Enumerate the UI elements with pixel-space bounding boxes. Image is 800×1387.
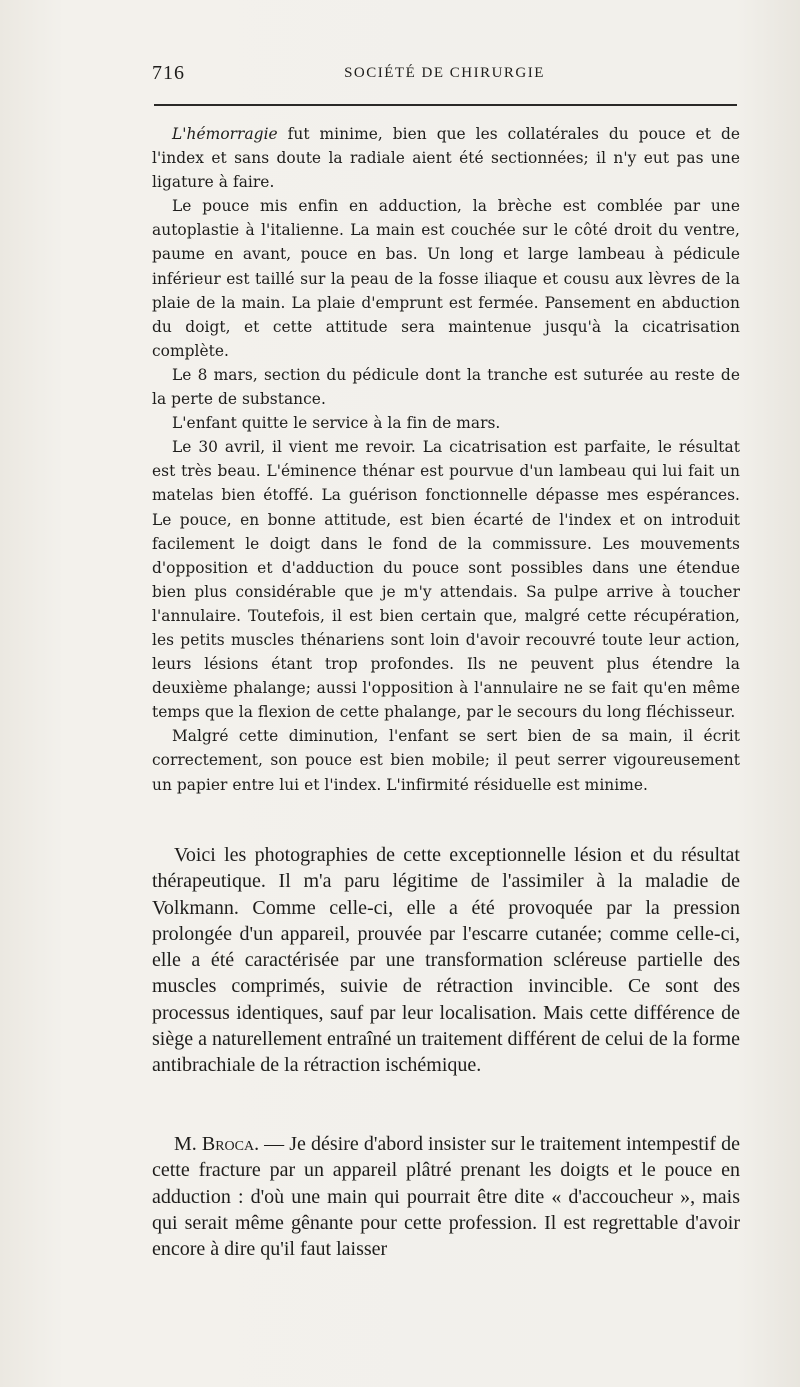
- case-report-text: [152, 122, 740, 797]
- paragraph-photographs: Voici les photographies de cette exceptionnelle lésion et du résultat thérapeutique. Il m'a paru légitime de l'assimiler à la maladie de Volkmann. Comme celle-ci, elle a été provoquée par la pression prolongée d'un appareil, prouvée par l'escarre cutanée; comme celle-ci, elle a été caractérisée par une transformation scléreuse partielle des muscles comprimés, suivie de rétraction invincible. Ce sont des processus identiques, sauf par leur localisation. Mais cette différence de siège a naturellement entraîné un traitement différent de celui de la forme antibrachiale de la rétraction ischémique.: [152, 844, 740, 1077]
- paragraph-autoplasty: Le pouce mis enfin en adduction, la brèche est comblée par une autoplastie à l'italienne. La main est couchée sur le côté droit du ventre, paume en avant, pouce en bas. Un long et large lambeau à pédicule inférieur est taillé sur la peau de la fosse iliaque et cousu aux lèvres de la plaie de la main. La plaie d'emprunt est fermée. Pansement en abduction du doigt, et cette attitude sera maintenue jusqu'à la cicatrisation complète.: [152, 197, 740, 360]
- paragraph-broca: M. Broca. — Je désire d'abord insister sur le traitement intempestif de cette fracture par un appareil plâtré prenant les doigts et le pouce en adduction : d'où une main qui pourrait être dite « d'accoucheur », mais qui serait même gênante pour cette profession. Il est regrettable d'avoir encore à dire qu'il faut laisser: [152, 1133, 740, 1261]
- commentary-paragraph: [152, 842, 740, 1079]
- paragraph-march-8: Le 8 mars, section du pédicule dont la tranche est suturée au reste de la perte de substance.: [152, 365, 740, 409]
- discussion-paragraph: [152, 1131, 740, 1262]
- header-rule: [154, 104, 737, 106]
- page-number: 716: [152, 62, 185, 84]
- running-head: SOCIÉTÉ DE CHIRURGIE: [344, 65, 545, 81]
- paragraph-discharge: L'enfant quitte le service à la fin de mars.: [172, 414, 501, 433]
- page-header: [152, 62, 737, 92]
- paragraph-lead-italic: L'hémorragie: [172, 125, 278, 143]
- paragraph-april-30: Le 30 avril, il vient me revoir. La cicatrisation est parfaite, le résultat est très beau. L'éminence thénar est pourvue d'un lambeau qui lui fait un matelas bien étoffé. La guérison fonctionnelle dépasse mes espérances. Le pouce, en bonne attitude, est bien écarté de l'index et on introduit facilement le doigt dans le fond de la commissure. Les mouvements d'opposition et d'adduction du pouce sont possibles dans une étendue bien plus considérable que je m'y attendais. Sa pulpe arrive à toucher l'annulaire. Toutefois, il est bien certain que, malgré cette récupération, les petits muscles thénariens sont loin d'avoir recouvré toute leur action, leurs lésions étant trop profondes. Ils ne peuvent plus étendre la deuxième phalange; aussi l'opposition à l'annulaire ne se fait qu'en même temps que la flexion de cette phalange, par le secours du long fléchisseur.: [152, 438, 740, 722]
- speaker-name: M. Broca.: [174, 1133, 260, 1155]
- paragraph-hemorrhage: L'hémorragie fut minime, bien que les collatérales du pouce et de l'index et sans doute la radiale aient été sectionnées; il n'y eut pas une ligature à faire.: [152, 125, 740, 192]
- paragraph-outcome: Malgré cette diminution, l'enfant se sert bien de sa main, il écrit correctement, son pouce est bien mobile; il peut serrer vigoureusement un papier entre lui et l'index. L'infirmité résiduelle est minime.: [152, 727, 740, 794]
